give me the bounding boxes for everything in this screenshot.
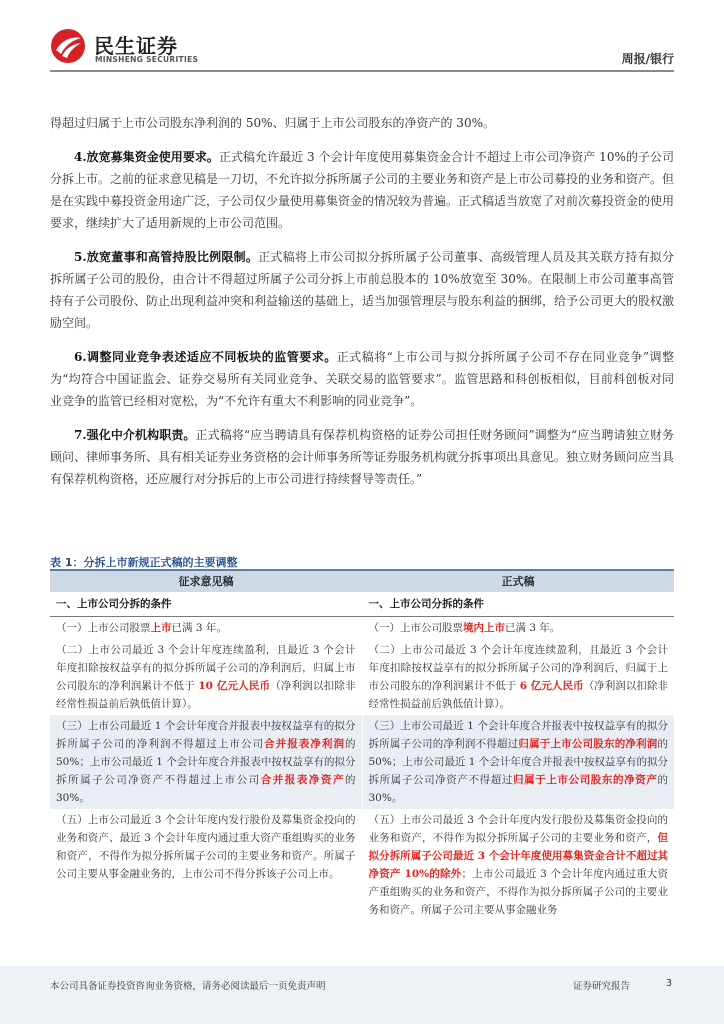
cell-final	[362, 639, 674, 715]
cell-text: （二）上市公司最近 3 个会计年度连续盈利，且最近 3 个会计年度扣除按权益享有的拟分拆所属子公司的净利润后，归属上市公司股东的净利润累计不低于	[56, 644, 356, 692]
paragraph	[50, 112, 674, 134]
paragraph	[50, 246, 674, 334]
cell-text: 的 50%；上市公司最近 1 个会计年度合并报表中按权益享有的拟分拆所属子公司净资产不得超过	[368, 738, 669, 786]
table-header-row	[50, 570, 674, 592]
minsheng-logo	[50, 28, 250, 68]
paragraph-lead: 4.放宽募集资金使用要求。	[74, 150, 219, 164]
cell-text: ；上市公司最近 3 个会计年度内通过重大资产重组购买的业务和资产，不得作为拟分拆所属子公司的主要业务和资产。所属子公司主要从事金融业务	[368, 868, 669, 916]
comparison-table	[50, 569, 674, 921]
cell-final	[362, 617, 674, 640]
section-label-draft: 一、上市公司分拆的条件	[50, 592, 362, 617]
table-title: 表 1：分拆上市新规正式稿的主要调整	[50, 556, 238, 569]
paragraph-text: 正式稿将上市公司拟分拆所属子公司董事、高级管理人员及其关联方持有拟分拆所属子公司的股份，由合计不得超过所属子公司分拆上市前总股本的 10%放宽至 30%。在限制上市公司董事高管持有子公司股份、防止出现利益冲突和利益输送的基础上，适当加强管理层与股东利益的捆绑，给予公司更大的股权激励空间。	[50, 250, 675, 330]
table-row	[50, 809, 674, 921]
cell-text: 已满 3 年。	[171, 622, 227, 634]
report-label: 证券研究报告	[573, 981, 631, 992]
body-text	[50, 112, 674, 502]
table-row	[50, 639, 674, 715]
cell-text: （净利润以扣除非经常性损益前后孰低值计算）。	[368, 680, 668, 710]
paragraph-text: 正式稿将“上市公司与拟分拆所属子公司不存在同业竞争”调整为“均符合中国证监会、证券交易所有关同业竞争、关联交易的监管要求”。监管思路和科创板相似，目前科创板对同业竞争的监管已经相对宽松，为“不允许有重大不利影响的同业竞争”。	[50, 350, 675, 408]
paragraph	[50, 424, 674, 490]
section-label-final: 一、上市公司分拆的条件	[362, 592, 674, 617]
table-row	[50, 617, 674, 640]
minsheng-logo-icon	[50, 28, 86, 64]
paragraph-lead: 5.放宽董事和高管持股比例限制。	[74, 250, 259, 264]
cell-text: （一）上市公司股票	[56, 622, 151, 634]
table-section-row	[50, 592, 674, 617]
highlighted-text: 10 亿元人民币	[198, 680, 271, 692]
cell-final	[362, 715, 674, 809]
highlighted-text: 境内上市	[463, 622, 505, 634]
cell-draft	[50, 809, 362, 921]
cell-text: （三）上市公司最近 1 个会计年度合并报表中按权益享有的拟分拆所属子公司的净利润不得超过	[368, 720, 668, 750]
paragraph-lead: 6.调整同业竞争表述适应不同板块的监管要求。	[74, 350, 337, 364]
disclaimer-text: 本公司具备证券投资咨询业务资格，请务必阅读最后一页免责声明	[50, 981, 326, 992]
cell-text: 已满 3 年。	[505, 622, 561, 634]
cell-text: 的 30%。	[56, 774, 356, 804]
paragraph-text: 正式稿将“应当聘请具有保荐机构资格的证券公司担任财务顾问”调整为“应当聘请独立财务顾问、律师事务所、具有相关证券业务资格的会计师事务所等证券服务机构就分拆事项出具意见。独立财务顾问应当具有保荐机构资格，还应履行对分拆后的上市公司进行持续督导等责任。”	[50, 428, 675, 486]
column-header-draft: 征求意见稿	[50, 570, 362, 592]
column-header-final: 正式稿	[362, 570, 674, 592]
cell-text: （三）上市公司最近 1 个会计年度合并报表中按权益享有的拟分拆所属子公司的净利润不得超过上市公司	[56, 720, 356, 750]
paragraph	[50, 146, 674, 234]
cell-text: （五）上市公司最近 3 个会计年度内发行股份及募集资金投向的业务和资产，不得作为拟分拆所属子公司的主要业务和资产，	[368, 814, 668, 844]
cell-text: （净利润以扣除非经常性损益前后孰低值计算）。	[56, 680, 356, 710]
page-header	[0, 0, 724, 74]
highlighted-text: 合并报表净资产	[260, 774, 346, 786]
paragraph-lead: 7.强化中介机构职责。	[74, 428, 196, 442]
highlighted-text: 6 亿元人民币	[519, 680, 584, 692]
header-divider	[50, 70, 674, 72]
brand-name-cn: 民生证券	[94, 34, 178, 58]
page-number: 3	[666, 978, 673, 989]
cell-draft	[50, 617, 362, 640]
report-type: 周报/银行	[621, 52, 674, 66]
page-footer	[0, 966, 724, 1024]
cell-text: （一）上市公司股票	[368, 622, 463, 634]
highlighted-text: 合并报表净利润	[264, 738, 346, 750]
cell-text: 的 50%；上市公司最近 1 个会计年度合并报表中按权益享有的拟分拆所属子公司净资产不得超过上市公司	[56, 738, 356, 786]
cell-final	[362, 809, 674, 921]
highlighted-text: 但拟分拆所属子公司最近 3 个会计年度使用募集资金合计不超过其净资产 10%的除外	[368, 832, 668, 880]
highlighted-text: 归属于上市公司股东的净资产	[513, 774, 658, 786]
highlighted-text: 归属于上市公司股东的净利润	[518, 738, 658, 750]
highlighted-text: 上市	[150, 622, 172, 634]
brand-name-en: MINSHENG SECURITIES	[95, 55, 199, 64]
table-row	[50, 715, 674, 809]
cell-text: （五）上市公司最近 3 个会计年度内发行股份及募集资金投向的业务和资产、最近 3 个会计年度内通过重大资产重组购买的业务和资产，不得作为拟分拆所属子公司的主要业务和资产。所属子公司主要从事金融业务的，上市公司不得分拆该子公司上市。	[56, 814, 356, 880]
paragraph-text: 正式稿允许最近 3 个会计年度使用募集资金合计不超过上市公司净资产 10%的子公司分拆上市。之前的征求意见稿是一刀切，不允许拟分拆所属子公司的主要业务和资产是上市公司募投的业务和资产。但是在实践中募投资金用途广泛，子公司仅少量使用募集资金的情况较为普遍。正式稿适当放宽了对前次募投资金的使用要求，继续扩大了适用新规的上市公司范围。	[50, 150, 675, 230]
cell-text: （二）上市公司最近 3 个会计年度连续盈利，且最近 3 个会计年度扣除按权益享有的拟分拆所属子公司的净利润后，归属于上市公司股东的净利润累计不低于	[368, 644, 668, 692]
cell-draft	[50, 639, 362, 715]
paragraph	[50, 346, 674, 412]
cell-draft	[50, 715, 362, 809]
cell-text: 的 30%。	[368, 774, 668, 804]
paragraph-text: 得超过归属于上市公司股东净利润的 50%、归属于上市公司股东的净资产的 30%。	[50, 116, 495, 130]
